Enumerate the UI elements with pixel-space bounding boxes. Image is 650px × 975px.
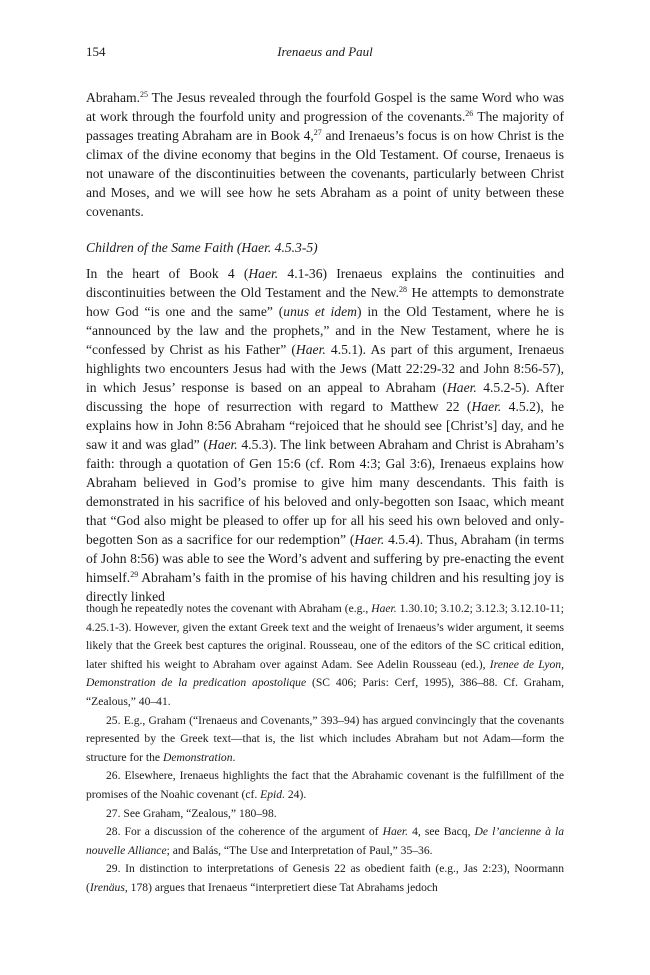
footnote-ref-26: 26: [465, 109, 474, 118]
footnote-29: [86, 860, 564, 897]
text-run: The majority of passages treating Abraham are in Book 4,: [86, 109, 564, 143]
italic-run: unus et idem: [283, 304, 357, 319]
intro-paragraph: [86, 88, 564, 221]
text-run: Abraham.: [86, 90, 140, 105]
running-head: Irenaeus and Paul: [277, 44, 373, 59]
italic-run: Haer.: [207, 437, 238, 452]
italic-run: Irenee de Lyon, Demonstration de la predication apostolique: [86, 657, 564, 690]
footnote-ref-29: 29: [130, 570, 139, 579]
page-header: [86, 44, 564, 64]
italic-run: Haer.: [248, 266, 279, 281]
text-run: .: [232, 750, 236, 764]
italic-run: Haer.: [382, 825, 409, 839]
text-run: He attempts to demonstrate how God “is one and the same” (: [86, 285, 564, 319]
italic-run: Haer.: [471, 399, 502, 414]
text-run: 26. Elsewhere, Irenaeus highlights the fact that the Abrahamic covenant is the fulfillment of the promises of the Noahic covenant (cf.: [86, 769, 564, 801]
text-run: 4.1-36) Irenaeus explains the continuities and discontinuities between the Old Testament and the New.: [86, 266, 564, 300]
footnote-26: [86, 767, 564, 804]
footnote-ref-25: 25: [139, 90, 148, 99]
section-paragraph: [86, 264, 564, 606]
italic-run: Haer.: [446, 380, 477, 395]
italic-run: Demonstration: [162, 750, 233, 764]
text-run: Abraham’s faith in the promise of his having children and his resulting joy is directly linked: [86, 570, 564, 604]
text-run: though he repeatedly notes the covenant with Abraham (e.g.,: [86, 602, 372, 615]
text-run: The Jesus revealed through the fourfold Gospel is the same Word who was at work through the fourfold unity and progression of the covenants.: [86, 90, 564, 124]
italic-run: Epid.: [260, 787, 285, 801]
footnote-continuation: [86, 600, 564, 712]
text-run: 4.5.4). Thus, Abraham (in terms of John 8:56) was able to see the Word’s advent and suffering by pre-enacting the event himself.: [86, 532, 564, 585]
text-run: 4.5.2), he explains how in John 8:56 Abraham “rejoiced that he should see [Christ’s] day, and he saw it and was glad” (: [86, 399, 564, 452]
text-run: , 178) argues that Irenaeus “interpretiert diese Tat Abrahams jedoch: [124, 880, 438, 894]
text-run: 4.5.1). As part of this argument, Irenaeus highlights two encounters Jesus had with the Jews (Matt 22:29-32 and John 8:56-57), in which Jesus’ response is based on an appeal to Abraham (: [86, 342, 564, 395]
italic-run: Haer.: [354, 532, 385, 547]
footnotes: [86, 600, 564, 898]
text-run: 4.5.2-5). After discussing the hope of resurrection with regard to Matthew 22 (: [86, 380, 564, 414]
text-run: (SC 406; Paris: Cerf, 1995), 386–88. Cf. Graham, “Zealous,” 40–41.: [86, 676, 564, 708]
section-paragraph-block: [86, 264, 564, 606]
intro-paragraph-block: [86, 88, 564, 221]
italic-run: Irenäus: [89, 880, 125, 894]
italic-run: De l’ancienne à la nouvelle Alliance: [86, 825, 564, 857]
footnote-ref-28: 28: [399, 285, 408, 294]
section-block: [86, 238, 564, 257]
text-run: ) in the Old Testament, where he is “announced by the law and the prophets,” and in the New Testament, where he is “confessed by Christ as his Father” (: [86, 304, 564, 357]
footnote-27: 27. See Graham, “Zealous,” 180–98.: [106, 806, 277, 820]
page-number: 154: [86, 44, 106, 59]
footnote-ref-27: 27: [313, 128, 322, 137]
section-heading: Children of the Same Faith (Haer. 4.5.3-5): [86, 240, 318, 255]
text-run: 4.5.3). The link between Abraham and Christ is Abraham’s faith: through a quotation of Gen 15:6 (cf. Rom 4:3; Gal 3:6), Irenaeus explains how Abraham believed in God’s promise to give him many descendants. This faith is demonstrated in his sacrifice of his beloved and only-begotten son Isaac, which meant that “God also might be pleased to offer up for all his seed his own beloved and only-begotten Son as a sacrifice for our redemption” (: [86, 437, 564, 547]
text-run: and Irenaeus’s focus is on how Christ is the climax of the divine economy that begins in the Old Testament. Of course, Irenaeus is not unaware of the discontinuities between the covenants, particularly between Christ and Moses, and we will see how he sets Abraham as a point of unity between these covenants.: [86, 128, 564, 219]
footnote-25: [86, 712, 564, 768]
text-run: 4, see Bacq,: [408, 825, 475, 839]
italic-run: Haer.: [295, 342, 326, 357]
text-run: In the heart of Book 4 (: [86, 266, 249, 281]
text-run: 1.30.10; 3.10.2; 3.12.3; 3.12.10-11; 4.25.1-3). However, given the extant Greek text and the weight of Irenaeus’s wider argument, it seems likely that the Greek best captures the original. Rousseau, one of the editors of the SC critical edition, later shifted his weight to Abraham over against Adam. See Adelin Rousseau (ed.),: [86, 602, 564, 671]
italic-run: Haer.: [371, 602, 397, 615]
text-run: ; and Balás, “The Use and Interpretation of Paul,” 35–36.: [166, 843, 433, 857]
text-run: 29. In distinction to interpretations of Genesis 22 as obedient faith (e.g., Jas 2:23), Noormann (: [86, 862, 564, 894]
footnote-28: [86, 823, 564, 860]
text-run: 24).: [284, 787, 307, 801]
text-run: 28. For a discussion of the coherence of the argument of: [106, 825, 383, 839]
text-run: 25. E.g., Graham (“Irenaeus and Covenants,” 393–94) has argued convincingly that the covenants represented by the Greek text—that is, the list which includes Abraham but not Adam—form the structure for the: [86, 713, 564, 764]
